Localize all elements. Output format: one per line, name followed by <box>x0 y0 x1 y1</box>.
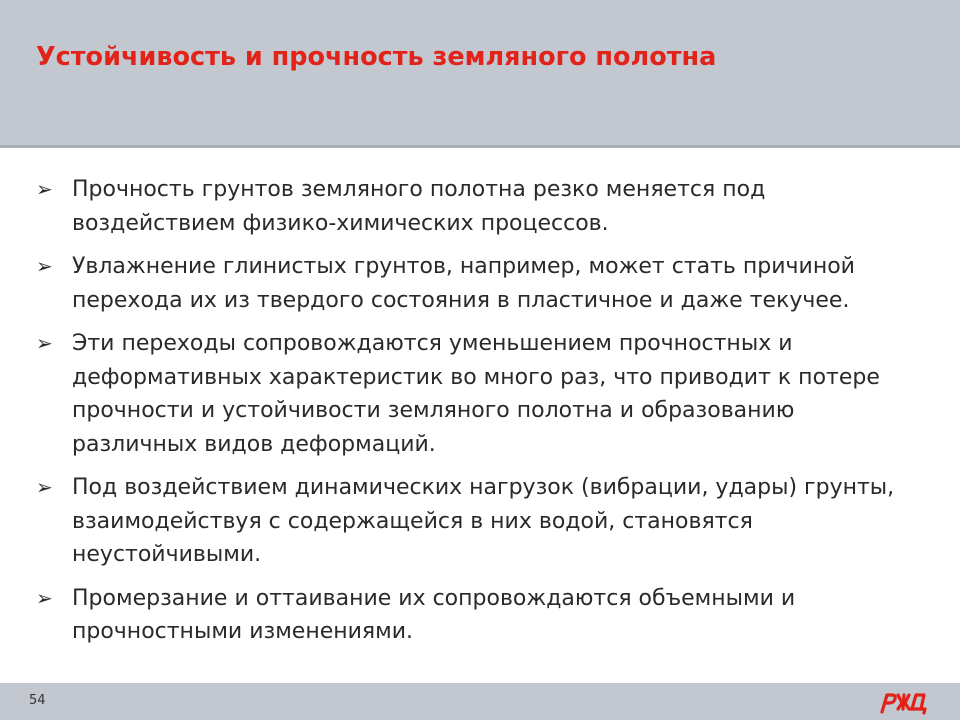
bullet-item <box>36 327 916 461</box>
bullet-item <box>36 582 916 649</box>
bullet-text: Под воздействием динамических нагрузок (вибрации, удары) грунты, взаимодействуя с содержащейся в них водой, становятся неустойчивыми. <box>72 475 895 567</box>
header-divider <box>0 145 960 148</box>
bullet-text: Прочность грунтов земляного полотна резко меняется под воздействием физико-химических процессов. <box>72 177 766 236</box>
bullet-text: Эти переходы сопровождаются уменьшением прочностных и деформативных характеристик во много раз, что приводит к потере прочности и устойчивости земляного полотна и образованию различных видов деформаций. <box>72 331 880 457</box>
bullet-text: Увлажнение глинистых грунтов, например, может стать причиной перехода их из твердого состояния в пластичное и даже текучее. <box>72 254 855 313</box>
bullet-item <box>36 471 916 572</box>
page-number: 54 <box>29 693 46 708</box>
bullet-item <box>36 173 916 240</box>
arrowhead-bullet-icon: ➢ <box>36 331 53 355</box>
bullet-item <box>36 250 916 317</box>
header-band <box>0 0 960 145</box>
rzd-logo-icon <box>876 687 930 715</box>
arrowhead-bullet-icon: ➢ <box>36 254 53 278</box>
bullet-text: Промерзание и оттаивание их сопровождаются объемными и прочностными изменениями. <box>72 585 796 644</box>
bullet-list <box>36 173 916 659</box>
arrowhead-bullet-icon: ➢ <box>36 585 53 610</box>
arrowhead-bullet-icon: ➢ <box>36 475 53 499</box>
footer-band <box>0 683 960 720</box>
slide-title: Устойчивость и прочность земляного полотна <box>36 42 717 72</box>
arrowhead-bullet-icon: ➢ <box>36 177 53 201</box>
